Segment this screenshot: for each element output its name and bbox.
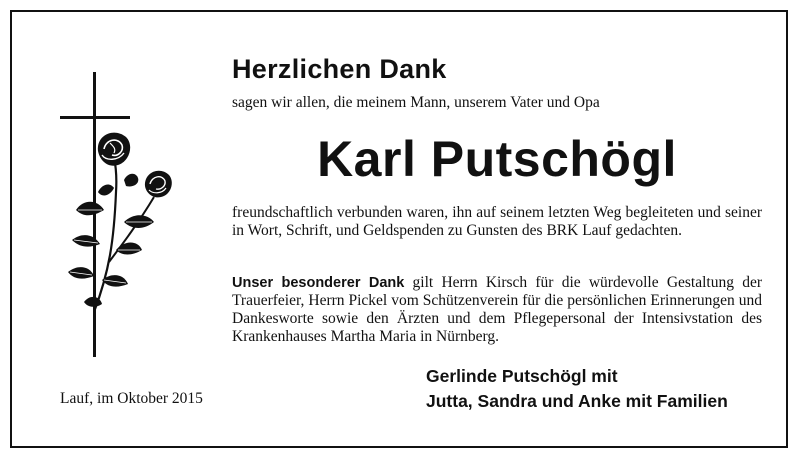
special-thanks-lead: Unser besonderer Dank: [232, 275, 405, 291]
cross-with-roses-icon: [54, 72, 184, 362]
obituary-card: [10, 10, 788, 448]
signature-line-2: Jutta, Sandra und Anke mit Familien: [426, 391, 728, 411]
thanks-paragraph-1: freundschaftlich verbunden waren, ihn auf seinem letzten Weg begleiteten und seiner in Wort, Schrift, und Geldspenden zu Gunsten des BRK Lauf gedachten.: [232, 204, 762, 239]
place-date: Lauf, im Oktober 2015: [60, 390, 203, 407]
special-thanks-text: gilt Herrn Kirsch für die würdevolle Gestaltung der Trauerfeier, Herrn Pickel vom Schützenverein für die persönlichen Erinnerungen und Dankesworte sowie den Ärzten und dem Pflegepersonal der Intensivstation des Krankenhauses Martha Maria in Nürnberg.: [232, 274, 762, 345]
signature-block: [426, 364, 728, 414]
intro-line: sagen wir allen, die meinem Mann, unserem Vater und Opa: [232, 94, 600, 111]
thanks-paragraph-2: [232, 274, 762, 346]
heading: Herzlichen Dank: [232, 54, 447, 84]
signature-line-1: Gerlinde Putschögl mit: [426, 366, 618, 386]
deceased-name: Karl Putschögl: [317, 131, 677, 187]
